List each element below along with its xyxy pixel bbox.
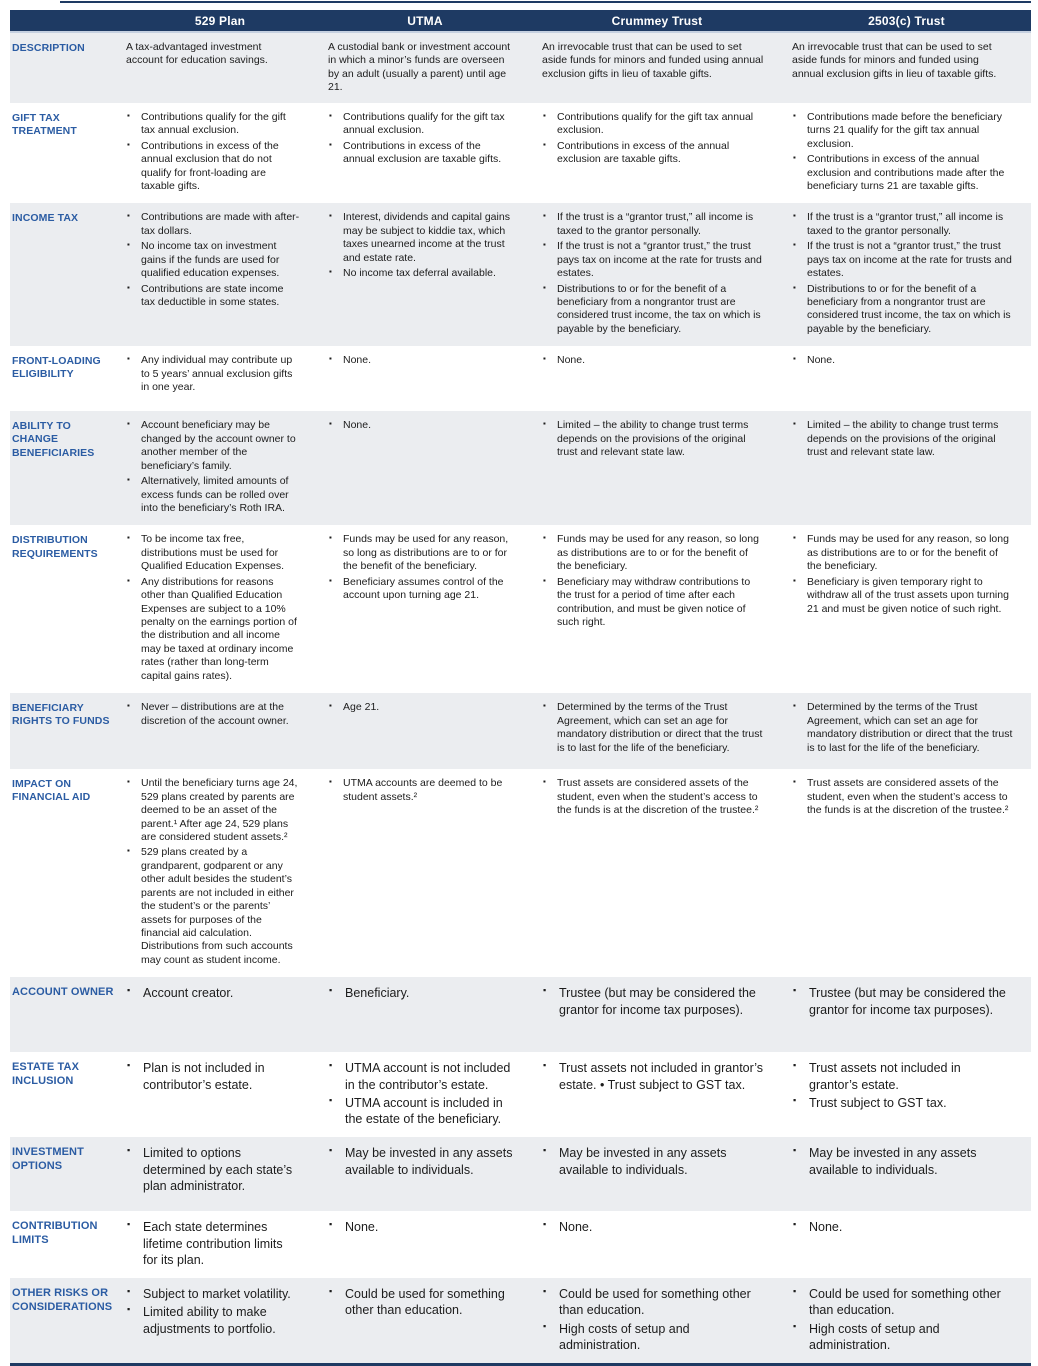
cell-paragraph: An irrevocable trust that can be used to set aside funds for minors and funded using annual exclusion gifts in lieu of taxable gifts. <box>542 41 764 80</box>
table-row <box>10 1052 1031 1137</box>
bullet-item: ▪ May be invested in any assets available to individuals. <box>542 1145 764 1178</box>
bullet-item: ▪ Trust assets not included in grantor’s estate. • Trust subject to GST tax. <box>542 1060 764 1093</box>
bullet-item: ▪ Contributions are state income tax deductible in some states. <box>126 283 300 310</box>
bullet-list <box>126 701 300 728</box>
bullet-item: ▪ Funds may be used for any reason, so long as distributions are to or for the benefit of the beneficiary. <box>792 533 1013 573</box>
table-cell <box>122 525 318 693</box>
table-cell <box>532 977 782 1052</box>
row-label: ABILITY TO CHANGE BENEFICIARIES <box>12 420 95 459</box>
bullet-list <box>542 1060 764 1093</box>
bullet-list <box>328 1219 514 1235</box>
bullet-item: ▪ Distributions to or for the benefit of a beneficiary from a nongrantor trust are considered trust income, the tax on which is payable by the beneficiary. <box>542 283 764 337</box>
bullet-list <box>126 1286 300 1337</box>
bullet-item: ▪ UTMA accounts are deemed to be student assets.² <box>328 777 514 804</box>
bullet-item: ▪ No income tax on investment gains if the funds are used for qualified education expenses. <box>126 240 300 280</box>
table-row <box>10 769 1031 977</box>
bullet-item: ▪ If the trust is not a “grantor trust,” the trust pays tax on income at the rate for trusts and estates. <box>792 240 1013 280</box>
bullet-list <box>792 1286 1013 1353</box>
table-cell <box>532 1278 782 1363</box>
bullet-item: ▪ Could be used for something other than education. <box>792 1286 1013 1319</box>
bullet-list <box>542 533 764 629</box>
row-label: ACCOUNT OWNER <box>12 986 114 999</box>
bullet-list <box>792 1219 1013 1235</box>
table-cell <box>122 103 318 204</box>
table-cell <box>122 769 318 977</box>
bullet-item: ▪ None. <box>792 354 1013 367</box>
table-cell <box>122 411 318 525</box>
bullet-list <box>542 354 764 367</box>
table-row <box>10 411 1031 525</box>
bullet-list <box>792 777 1013 817</box>
bullet-item: ▪ Alternatively, limited amounts of excess funds can be rolled over into the beneficiary’s Roth IRA. <box>126 475 300 515</box>
table-cell <box>532 103 782 204</box>
table-cell <box>782 1052 1031 1137</box>
bullet-list <box>328 985 514 1001</box>
table-cell <box>782 977 1031 1052</box>
table-row <box>10 977 1031 1052</box>
bullet-list <box>328 1060 514 1127</box>
table-cell <box>122 1137 318 1211</box>
table-cell <box>532 203 782 346</box>
table-cell <box>122 33 318 103</box>
bullet-item: ▪ UTMA account is not included in the contributor’s estate. <box>328 1060 514 1093</box>
bullet-item: ▪ Beneficiary is given temporary right to withdraw all of the trust assets upon turning 21 and must be given notice of such right. <box>792 576 1013 616</box>
bullet-item: ▪ Trust assets not included in grantor’s estate. <box>792 1060 1013 1093</box>
column-header: 529 Plan <box>194 13 246 28</box>
bullet-list <box>792 211 1013 336</box>
bullet-list <box>328 111 514 167</box>
table-cell <box>532 1052 782 1137</box>
bullet-list <box>792 354 1013 367</box>
row-label: ESTATE TAX INCLUSION <box>12 1061 79 1088</box>
bullet-list <box>792 1145 1013 1178</box>
bullet-item: ▪ Age 21. <box>328 701 514 714</box>
bullet-list <box>126 1219 300 1268</box>
bullet-list <box>126 985 300 1001</box>
bullet-item: ▪ Contributions in excess of the annual exclusion that do not qualify for front-loading are taxable gifts. <box>126 140 300 194</box>
bullet-item: ▪ Contributions qualify for the gift tax annual exclusion. <box>126 111 300 138</box>
bullet-item: ▪ 529 plans created by a grandparent, godparent or any other adult besides the student’s parents are not included in either the student’s or the parents’ assets for purposes of the financial aid calculation. Distributions from such accounts may count as student income. <box>126 846 300 967</box>
table-row <box>10 693 1031 769</box>
table-cell <box>122 1278 318 1363</box>
table-cell <box>318 33 532 103</box>
table-cell <box>318 103 532 204</box>
bullet-item: ▪ None. <box>542 1219 764 1235</box>
table-header-row <box>10 10 1031 33</box>
bullet-list <box>328 211 514 280</box>
table-cell <box>532 411 782 525</box>
table-cell <box>318 411 532 525</box>
bullet-list <box>328 533 514 602</box>
bullet-item: ▪ To be income tax free, distributions must be used for Qualified Education Expenses. <box>126 533 300 573</box>
table-row <box>10 346 1031 411</box>
bullet-item: ▪ None. <box>542 354 764 367</box>
bullet-item: ▪ Account beneficiary may be changed by the account owner to another member of the beneficiary’s family. <box>126 419 300 473</box>
bullet-list <box>126 1060 300 1093</box>
bullet-item: ▪ Trust assets are considered assets of the student, even when the student’s access to the funds is at the discretion of the trustee.² <box>792 777 1013 817</box>
bullet-item: ▪ Distributions to or for the benefit of a beneficiary from a nongrantor trust are considered trust income, the tax on which is payable by the beneficiary. <box>792 283 1013 337</box>
bullet-item: ▪ Contributions are made with after-tax dollars. <box>126 211 300 238</box>
bullet-item: ▪ Trustee (but may be considered the grantor for income tax purposes). <box>792 985 1013 1018</box>
table-row <box>10 1278 1031 1363</box>
bullet-list <box>328 1145 514 1178</box>
bullet-list <box>328 701 514 714</box>
table-cell <box>532 346 782 411</box>
bullet-list <box>126 533 300 683</box>
bullet-item: ▪ Could be used for something other than education. <box>328 1286 514 1319</box>
bullet-item: ▪ High costs of setup and administration. <box>542 1321 764 1354</box>
bullet-list <box>792 701 1013 755</box>
bullet-item: ▪ If the trust is a “grantor trust,” all income is taxed to the grantor personally. <box>542 211 764 238</box>
table-cell <box>318 203 532 346</box>
cell-paragraph: An irrevocable trust that can be used to set aside funds for minors and funded using annual exclusion gifts in lieu of taxable gifts. <box>792 41 997 80</box>
table-cell <box>122 203 318 346</box>
bullet-list <box>126 777 300 967</box>
bullet-list <box>126 1145 300 1194</box>
row-label: GIFT TAX TREATMENT <box>12 111 77 137</box>
table-cell <box>122 1052 318 1137</box>
bullet-list <box>328 354 514 367</box>
table-cell <box>532 1211 782 1278</box>
bullet-item: ▪ Limited ability to make adjustments to portfolio. <box>126 1304 300 1337</box>
row-label: CONTRIBUTION LIMITS <box>12 1220 98 1247</box>
bullet-item: ▪ Funds may be used for any reason, so long as distributions are to or for the benefit of the beneficiary. <box>542 533 764 573</box>
table-cell <box>782 1278 1031 1363</box>
bullet-item: ▪ Beneficiary. <box>328 985 514 1001</box>
table-cell <box>532 33 782 103</box>
table-cell <box>318 1211 532 1278</box>
bullet-item: ▪ Contributions qualify for the gift tax annual exclusion. <box>542 111 764 138</box>
bullet-list <box>792 533 1013 616</box>
bullet-list <box>542 211 764 336</box>
table-row <box>10 1211 1031 1278</box>
table-cell <box>318 769 532 977</box>
bullet-item: ▪ None. <box>328 354 514 367</box>
table-cell <box>122 693 318 769</box>
bullet-list <box>328 777 514 804</box>
table-cell <box>782 525 1031 693</box>
bullet-item: ▪ Contributions made before the beneficiary turns 21 qualify for the gift tax annual exclusion. <box>792 111 1013 151</box>
table-cell <box>532 693 782 769</box>
bullet-list <box>542 985 764 1018</box>
bullet-list <box>542 1286 764 1353</box>
top-rule <box>60 1 1031 3</box>
bullet-item: ▪ Plan is not included in contributor’s estate. <box>126 1060 300 1093</box>
bullet-item: ▪ Contributions in excess of the annual exclusion and contributions made after the beneficiary turns 21 are taxable gifts. <box>792 153 1013 193</box>
bullet-item: ▪ Subject to market volatility. <box>126 1286 300 1302</box>
bullet-item: ▪ If the trust is a “grantor trust,” all income is taxed to the grantor personally. <box>792 211 1013 238</box>
table-cell <box>318 1052 532 1137</box>
bullet-item: ▪ Limited – the ability to change trust terms depends on the provisions of the original trust and relevant state law. <box>542 419 764 459</box>
table-cell <box>782 411 1031 525</box>
bullet-item: ▪ Contributions in excess of the annual exclusion are taxable gifts. <box>328 140 514 167</box>
table-cell <box>318 346 532 411</box>
table-cell <box>318 525 532 693</box>
cell-paragraph: A tax-advantaged investment account for education savings. <box>126 41 268 67</box>
table-cell <box>122 346 318 411</box>
bullet-list <box>542 1145 764 1178</box>
bullet-list <box>328 1286 514 1319</box>
table-row <box>10 203 1031 346</box>
table-cell <box>532 769 782 977</box>
bullet-item: ▪ Funds may be used for any reason, so long as distributions are to or for the benefit of the beneficiary. <box>328 533 514 573</box>
row-label: FRONT-LOADING ELIGIBILITY <box>12 355 101 381</box>
column-header: UTMA <box>407 13 443 28</box>
bullet-item: ▪ Trust subject to GST tax. <box>792 1095 1013 1111</box>
bullet-list <box>792 985 1013 1018</box>
table-cell <box>782 103 1031 204</box>
table-cell <box>782 33 1031 103</box>
row-label: IMPACT ON FINANCIAL AID <box>12 778 91 804</box>
row-label: INCOME TAX <box>12 212 79 225</box>
bullet-item: ▪ If the trust is not a “grantor trust,” the trust pays tax on income at the rate for trusts and estates. <box>542 240 764 280</box>
table-row <box>10 1137 1031 1211</box>
bullet-item: ▪ May be invested in any assets available to individuals. <box>792 1145 1013 1178</box>
bullet-item: ▪ None. <box>792 1219 1013 1235</box>
table-row <box>10 525 1031 693</box>
bullet-list <box>792 111 1013 194</box>
bullet-item: ▪ No income tax deferral available. <box>328 267 514 280</box>
bullet-item: ▪ Contributions qualify for the gift tax annual exclusion. <box>328 111 514 138</box>
bullet-item: ▪ Determined by the terms of the Trust Agreement, which can set an age for mandatory distribution or direct that the trust is to last for the life of the beneficiary. <box>792 701 1013 755</box>
bullet-list <box>126 211 300 309</box>
bullet-item: ▪ Limited – the ability to change trust terms depends on the provisions of the original trust and relevant state law. <box>792 419 1013 459</box>
bullet-item: ▪ Any individual may contribute up to 5 years’ annual exclusion gifts in one year. <box>126 354 300 394</box>
bullet-list <box>542 777 764 817</box>
bullet-list <box>542 701 764 755</box>
row-label: BENEFICIARY RIGHTS TO FUNDS <box>12 702 110 728</box>
row-label: INVESTMENT OPTIONS <box>12 1146 84 1173</box>
column-header: 2503(c) Trust <box>868 13 945 28</box>
bullet-item: ▪ Determined by the terms of the Trust Agreement, which can set an age for mandatory distribution or direct that the trust is to last for the life of the beneficiary. <box>542 701 764 755</box>
bullet-item: ▪ UTMA account is included in the estate of the beneficiary. <box>328 1095 514 1128</box>
bullet-list <box>542 1219 764 1235</box>
bullet-list <box>126 354 300 394</box>
bullet-item: ▪ May be invested in any assets available to individuals. <box>328 1145 514 1178</box>
table-cell <box>782 346 1031 411</box>
bullet-list <box>792 1060 1013 1111</box>
column-header: Crummey Trust <box>611 13 703 28</box>
table-cell <box>532 525 782 693</box>
table-row <box>10 33 1031 103</box>
bullet-item: ▪ Never – distributions are at the discretion of the account owner. <box>126 701 300 728</box>
table-row <box>10 103 1031 204</box>
cell-paragraph: A custodial bank or investment account in which a minor’s funds are overseen by an adult (usually a parent) until age 21. <box>328 41 511 94</box>
bullet-list <box>792 419 1013 459</box>
table-cell <box>318 1137 532 1211</box>
row-label: DISTRIBUTION REQUIREMENTS <box>12 534 98 560</box>
table-cell <box>122 1211 318 1278</box>
comparison-table <box>10 10 1031 1363</box>
bullet-item: ▪ Limited to options determined by each state’s plan administrator. <box>126 1145 300 1194</box>
bullet-item: ▪ Interest, dividends and capital gains may be subject to kiddie tax, which taxes unearned income at the trust and estate rate. <box>328 211 514 265</box>
bullet-list <box>126 111 300 194</box>
table-cell <box>318 977 532 1052</box>
bullet-item: ▪ Trust assets are considered assets of the student, even when the student’s access to the funds is at the discretion of the trustee.² <box>542 777 764 817</box>
bullet-item: ▪ Any distributions for reasons other than Qualified Education Expenses are subject to a 10% penalty on the earnings portion of the distribution and all income may be taxed at ordinary income rates (rather than long-term capital gains rates). <box>126 576 300 684</box>
bullet-list <box>126 419 300 515</box>
bullet-item: ▪ None. <box>328 419 514 432</box>
bullet-item: ▪ Beneficiary assumes control of the account upon turning age 21. <box>328 576 514 603</box>
bullet-list <box>542 111 764 167</box>
bullet-item: ▪ None. <box>328 1219 514 1235</box>
row-label: OTHER RISKS OR CONSIDERATIONS <box>12 1287 113 1313</box>
bullet-item: ▪ Each state determines lifetime contribution limits for its plan. <box>126 1219 300 1268</box>
bullet-item: ▪ High costs of setup and administration. <box>792 1321 1013 1354</box>
bullet-item: ▪ Contributions in excess of the annual exclusion are taxable gifts. <box>542 140 764 167</box>
bullet-item: ▪ Could be used for something other than education. <box>542 1286 764 1319</box>
bullet-item: ▪ Trustee (but may be considered the grantor for income tax purposes). <box>542 985 764 1018</box>
table-cell <box>782 1211 1031 1278</box>
table-cell <box>122 977 318 1052</box>
table-cell <box>318 693 532 769</box>
bullet-item: ▪ Beneficiary may withdraw contributions to the trust for a period of time after each contribution, and must be given notice of such right. <box>542 576 764 630</box>
bullet-list <box>542 419 764 459</box>
row-label: DESCRIPTION <box>12 42 85 54</box>
bullet-item: ▪ Account creator. <box>126 985 300 1001</box>
table-cell <box>782 693 1031 769</box>
table-cell <box>782 1137 1031 1211</box>
table-cell <box>782 769 1031 977</box>
table-cell <box>532 1137 782 1211</box>
table-cell <box>318 1278 532 1363</box>
table-cell <box>782 203 1031 346</box>
bullet-item: ▪ Until the beneficiary turns age 24, 529 plans created by parents are deemed to be an asset of the parent.¹ After age 24, 529 plans are considered student assets.² <box>126 777 300 844</box>
bullet-list <box>328 419 514 432</box>
